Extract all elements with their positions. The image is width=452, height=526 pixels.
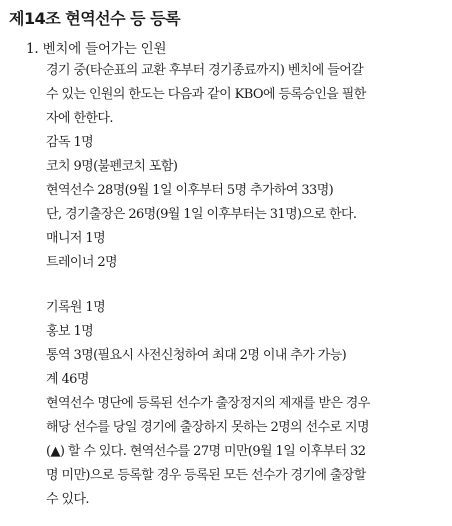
role-line-manager: 감독 1명 bbox=[46, 135, 94, 150]
item-heading: 1. 벤치에 들어가는 인원 bbox=[26, 41, 167, 57]
role-line-pr: 홍보 1명 bbox=[46, 324, 94, 339]
para2-line: (▲) 할 수 있다. 현역선수를 27명 미만(9월 1일 이후부터 32 bbox=[46, 444, 366, 459]
role-line-trainer: 트레이너 2명 bbox=[46, 255, 117, 270]
para1-line: 경기 중(타순표의 교환 후부터 경기종료까지) 벤치에 들어갈 bbox=[46, 63, 364, 78]
role-line-note: 단, 경기출장은 26명(9월 1일 이후부터는 31명)으로 한다. bbox=[46, 207, 357, 222]
role-line-active-players: 현역선수 28명(9월 1일 이후부터 5명 추가하여 33명) bbox=[46, 183, 334, 198]
para2-line: 현역선수 명단에 등록된 선수가 출장정지의 제재를 받은 경우 bbox=[46, 396, 370, 411]
role-line-interpreter: 통역 3명(필요시 사전신청하여 최대 2명 이내 추가 가능) bbox=[46, 348, 347, 363]
role-line-coach: 코치 9명(불펜코치 포함) bbox=[46, 159, 178, 174]
para2-line: 수 있다. bbox=[46, 492, 89, 507]
para1-line: 수 있는 인원의 한도는 다음과 같이 KBO에 등록승인을 필한 bbox=[46, 87, 366, 102]
para2-line: 해당 선수를 당일 경기에 출장하지 못하는 2명의 선수로 지명 bbox=[46, 420, 369, 435]
role-line-total: 계 46명 bbox=[46, 372, 89, 387]
para2-line: 명 미만)으로 등록할 경우 등록된 모든 선수가 경기에 출장할 bbox=[46, 468, 366, 483]
role-line-team-manager: 매니저 1명 bbox=[46, 231, 106, 246]
role-line-recorder: 기록원 1명 bbox=[46, 300, 106, 315]
article-title: 제14조 현역선수 등 등록 bbox=[9, 9, 181, 28]
para1-line: 자에 한한다. bbox=[46, 111, 113, 126]
